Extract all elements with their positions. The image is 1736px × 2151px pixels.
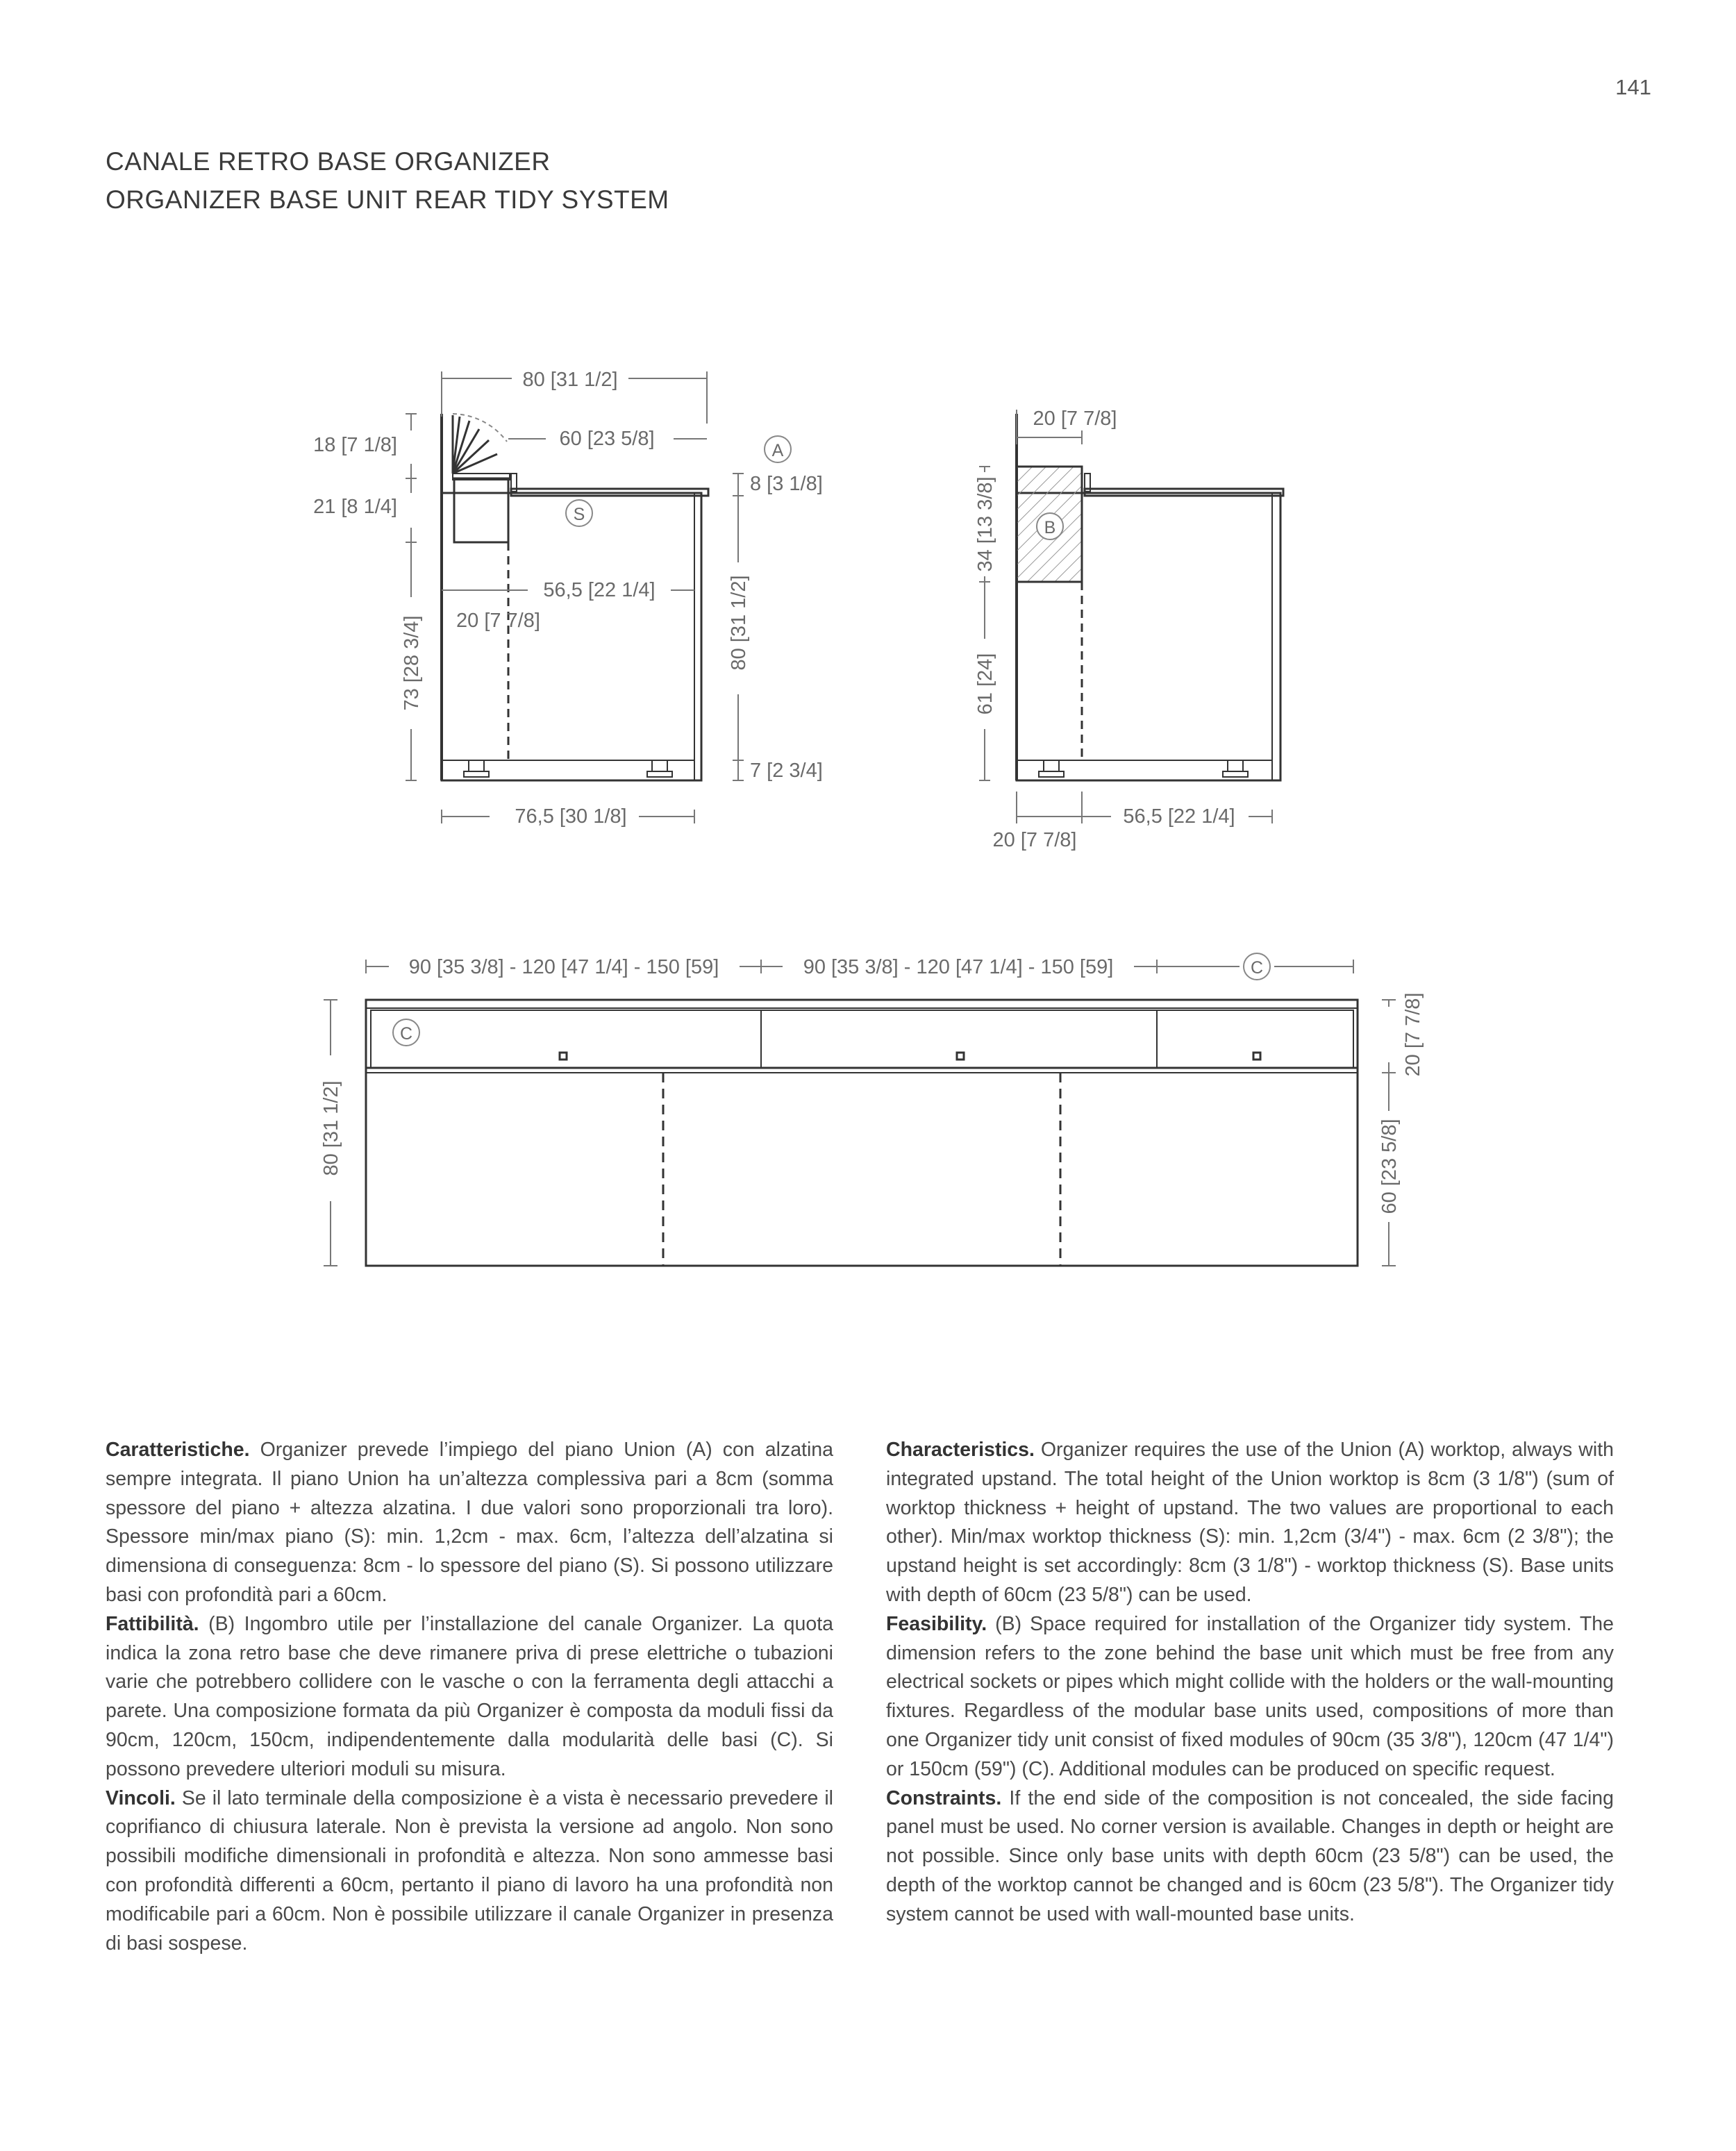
front-elevation [366,1000,1358,1266]
side-section-diagram-2 [1017,414,1283,780]
description-english [886,1436,1614,1930]
handle-3 [1253,1053,1260,1060]
heading-constraints: Constraints. [886,1786,1002,1809]
title-italian: CANALE RETRO BASE ORGANIZER [106,147,551,176]
dim-18: 18 [7 1/8] [313,434,397,456]
title-english: ORGANIZER BASE UNIT REAR TIDY SYSTEM [106,185,669,214]
dim-80-top: 80 [31 1/2] [522,369,618,391]
foot [469,760,484,771]
label-b: B [1044,518,1056,537]
body-constraints: If the end side of the composition is not concealed, the side facing panel must be used. No corner version is available. Changes in depth or height are not possible. Since only base units with depth 60cm (23 5/8") can be used, the depth of the worktop cannot be changed and is 60cm (23 5/8"). The Organizer tidy system cannot be used with wall-mounted base units. [886,1786,1614,1925]
foot-2 [1044,760,1059,771]
label-a: A [771,441,784,460]
base-cabinet-body [442,493,701,780]
body-vincoli: Se il lato terminale della composizione è a vista è necessario prevedere il coprifianco di chiusura laterale. Non è prevista la versione ad angolo. Non sono possibili modifiche dimensionali in profondità e altezza. Non sono ammesse basi con profondità differenti a 60cm, pertanto il piano di lavoro ha una profondità non modificabile pari a 60cm. Non è possibile utilizzare il canale Organizer in presenza di basi sospese. [106,1786,833,1955]
body-fattibilita: (B) Ingombro utile per l’installazione del canale Organizer. La quota indica la zona retro base che deve rimanere priva di prese elettriche o tubazioni varie che potrebbero collidere con le vasche o con la ferramenta degli attacchi a parete. Una composizione formata da più Organizer è composta da moduli fissi da 90cm, 120cm, 150cm, indipendentemente dalla modularità delle basi (C). Si possono prevedere ulteriori moduli su misura. [106,1612,833,1780]
dim-76-5: 76,5 [30 1/8] [515,805,627,828]
side2-dimension-labels [974,408,1235,851]
callout-a [765,436,791,462]
dim-56-5: 56,5 [22 1/4] [543,579,656,601]
dim-80-front: 80 [31 1/2] [320,1080,342,1176]
page-number: 141 [1615,75,1651,99]
paragraph-caratteristiche [106,1436,833,1610]
foot-base-2 [1223,771,1248,777]
foot-base-2 [1039,771,1064,777]
body-feasibility: (B) Space required for installation of the Organizer tidy system. The dimension refers to the zone behind the base unit which must be free from any electrical sockets or pipes which might collide with the holders or the wall-mounting fixtures. Regardless of the modular base units used, compositions of more than one Organizer tidy unit consist of fixed modules of 90cm (35 3/8"), 120cm (47 1/4") or 150cm (59") (C). Additional modules can be produced on specific request. [886,1612,1614,1780]
lid-swing-arc [453,414,507,442]
dim-modules-1: 90 [35 3/8] - 120 [47 1/4] - 150 [59] [408,956,719,978]
dim-20-top: 20 [7 7/8] [1033,408,1117,430]
dim-61: 61 [24] [974,653,996,715]
foot [652,760,667,771]
foot-base [464,771,489,777]
dim-7: 7 [2 3/4] [750,760,823,782]
callout-s [566,500,592,526]
paragraph-feasibility [886,1610,1614,1784]
handle-2 [957,1053,964,1060]
heading-vincoli: Vincoli. [106,1786,176,1809]
dim-8: 8 [3 1/8] [750,473,823,495]
dim-20-front: 20 [7 7/8] [1402,992,1424,1077]
heading-characteristics: Characteristics. [886,1439,1035,1461]
dim-34: 34 [13 3/8] [974,476,996,572]
composition-outline [366,1000,1358,1266]
dim-21: 21 [8 1/4] [313,496,397,518]
label-s: S [573,505,585,524]
dim-20-bottom: 20 [7 7/8] [992,829,1077,851]
dim-80-vertical: 80 [31 1/2] [728,575,750,671]
front-dimension-labels [320,956,1424,1214]
dim-modules-2: 90 [35 3/8] - 120 [47 1/4] - 150 [59] [803,956,1114,978]
dim-73: 73 [28 3/4] [401,615,423,711]
body-caratteristiche: Organizer prevede l’impiego del piano Union (A) con alzatina sempre integrata. Il piano Union ha un’altezza complessiva pari a 8cm (somma spessore del piano + altezza alzatina. I due valori sono proporzionali tra loro). Spessore min/max piano (S): min. 1,2cm - max. 6cm, l’altezza dell’alzatina si dimensiona di conseguenza: 8cm - lo spessore del piano (S). Si possono utilizzare basi con profondità pari a 60cm. [106,1439,833,1606]
callout-b [1037,513,1063,539]
paragraph-fattibilita [106,1610,833,1784]
label-c-top: C [1250,958,1264,978]
foot-base [647,771,672,777]
label-c-inner: C [399,1024,413,1044]
dim-60-front: 60 [23 5/8] [1378,1119,1401,1214]
paragraph-constraints [886,1784,1614,1930]
heading-fattibilita: Fattibilità. [106,1612,199,1635]
heading-feasibility: Feasibility. [886,1612,987,1635]
dim-60: 60 [23 5/8] [559,428,655,450]
heading-caratteristiche: Caratteristiche. [106,1439,250,1461]
foot-2 [1228,760,1243,771]
description-italian [106,1436,833,1958]
paragraph-vincoli [106,1784,833,1959]
callout-c-top [1244,953,1270,980]
dim-20: 20 [7 7/8] [456,610,540,632]
front-dimension-lines [324,960,1396,1266]
organizer-bin [454,478,508,542]
dim-56-5-2: 56,5 [22 1/4] [1123,805,1235,828]
handle-1 [560,1053,567,1060]
callout-c-inner [393,1019,419,1046]
body-characteristics: Organizer requires the use of the Union (A) worktop, always with integrated upstand. The total height of the Union worktop is 8cm (3 1/8") (sum of worktop thickness + height of upstand. The two values are proportional to each other). Min/max worktop thickness (S): min. 1,2cm (3/4") - max. 6cm (2 3/8"); the upstand height is set accordingly: 8cm (3 1/8") - worktop thickness (S). Base units with depth of 60cm (23 5/8") can be used. [886,1439,1614,1606]
paragraph-characteristics [886,1436,1614,1610]
lid-fan [453,415,497,474]
side-dimension-labels [313,369,823,828]
